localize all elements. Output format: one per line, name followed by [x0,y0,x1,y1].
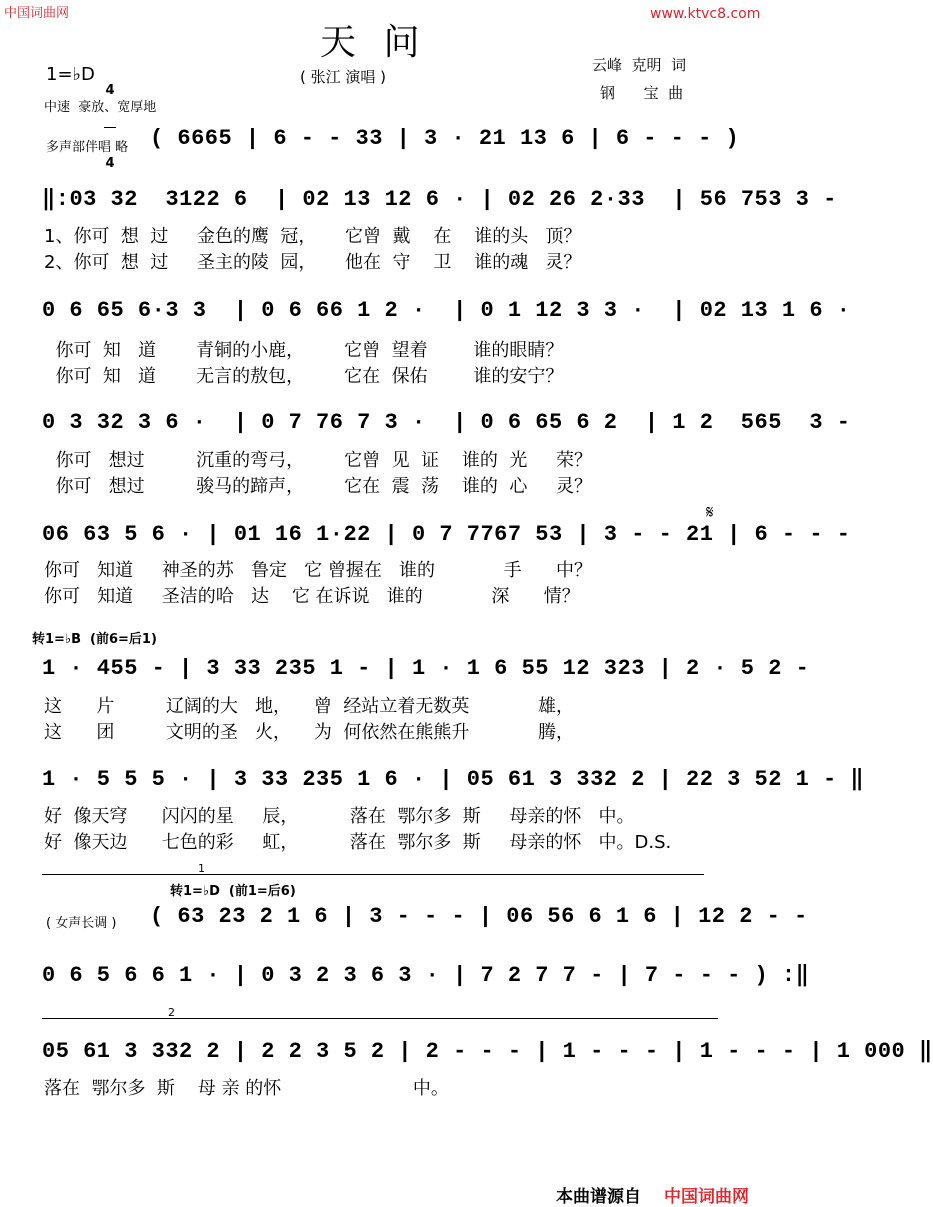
lyrics-verse1-line-5: 这 片 辽阔的大 地， 曾 经站立着无数英 雄， [44,696,574,717]
lyrics-verse2-line-4: 你可 知道 圣洁的哈 达 它 在诉说 谁的 深 情？ [44,586,580,607]
female-long-tune-label: ( 女声长调 ) [46,916,117,931]
lyrics-line-9: 落在 鄂尔多 斯 母 亲 的怀 中。 [44,1078,449,1099]
notation-line-9: 05 61 3 332 2 | 2 2 3 5 2 | 2 - - - | 1 - - - | 1 - - - | 1 000 ‖ [42,1039,933,1064]
lyrics-verse1-line-4: 你可 知道 神圣的苏 鲁定 它 曾握在 谁的 手 中？ [44,560,592,581]
composer-credit: 钢 宝 曲 [600,84,684,102]
time-signature-bottom: 4 [105,156,115,171]
volta-1-bracket [42,874,704,875]
notation-line-2: 0 6 65 6·3 3 | 0 6 66 1 2 · | 0 1 12 3 3 · | 02 13 1 6 · [42,298,851,323]
notation-line-6: 1 · 5 5 5 · | 3 33 235 1 6 · | 05 61 3 332 2 | 22 3 52 1 - ‖ [42,767,865,792]
intro-notation: ( 6665 | 6 - - 33 | 3 · 21 13 6 | 6 - - - ) [150,126,740,151]
lyrics-verse1-line-2: 你可 知 道 青铜的小鹿， 它曾 望着 谁的眼睛？ [44,340,564,361]
watermark-top-left: 中国词曲网 [4,6,70,21]
footer-site-name: 中国词曲网 [664,1187,749,1207]
lyrics-verse2-line-2: 你可 知 道 无言的敖包， 它在 保佑 谁的安宁？ [44,366,564,387]
modulation-mark-1: 转1=♭B (前6=后1) [32,632,157,647]
segno-icon: 𝄋 [706,502,714,523]
lyrics-verse2-line-6: 好 像天边 七色的彩 虹， 落在 鄂尔多 斯 母亲的怀 中。D.S. [44,832,672,853]
notation-line-3: 0 3 32 3 6 · | 0 7 76 7 3 · | 0 6 65 6 2 | 1 2 565 3 - [42,410,851,435]
singer-credit: ( 张江 演唱 ) [300,68,387,86]
lyrics-verse1-line-6: 好 像天穹 闪闪的星 辰， 落在 鄂尔多 斯 母亲的怀 中。 [44,806,635,827]
lyrics-verse2-line-1: 2、你可 想 过 圣主的陵 园， 他在 守 卫 谁的魂 灵？ [44,252,582,273]
notation-line-7: ( 63 23 2 1 6 | 3 - - - | 06 56 6 1 6 | 12 2 - - [150,904,808,929]
notation-line-8: 0 6 5 6 6 1 · | 0 3 2 3 6 3 · | 7 2 7 7 - | 7 - - - ) :‖ [42,963,810,988]
lyrics-verse2-line-5: 这 团 文明的圣 火， 为 何依然在熊熊升 腾， [44,722,574,743]
watermark-top-right: www.ktvc8.com [650,6,761,22]
volta-2-bracket [42,1018,718,1019]
tempo-marking: 中速 豪放、宽厚地 [44,100,157,115]
volta-2-number: 2 [168,1006,175,1019]
key-signature: 1=♭D [46,64,95,85]
intro-label: 多声部伴唱 略 [46,140,129,155]
time-signature [104,56,116,185]
lyrics-verse1-line-1: 1、你可 想 过 金色的鹰 冠， 它曾 戴 在 谁的头 顶？ [44,226,582,247]
notation-line-5: 1 · 455 - | 3 33 235 1 - | 1 · 1 6 55 12 323 | 2 · 5 2 - [42,656,810,681]
modulation-mark-2: 转1=♭D (前1=后6) [170,884,296,899]
lyricist-credit: 云峰 克明 词 [592,56,687,74]
notation-line-1: ‖:03 32 3122 6 | 02 13 12 6 · | 02 26 2·33 | 56 753 3 - [42,187,837,212]
lyrics-verse2-line-3: 你可 想过 骏马的蹄声， 它在 震 荡 谁的 心 灵？ [44,476,592,497]
footer-source-label: 本曲谱源自 [556,1187,641,1207]
volta-1-number: 1 [198,862,205,875]
time-signature-top: 4 [105,83,115,98]
notation-line-4: 06 63 5 6 · | 01 16 1·22 | 0 7 7767 53 | 3 - - 21 | 6 - - - [42,522,851,547]
lyrics-verse1-line-3: 你可 想过 沉重的弯弓， 它曾 见 证 谁的 光 荣？ [44,450,592,471]
song-title: 天 问 [320,22,428,63]
